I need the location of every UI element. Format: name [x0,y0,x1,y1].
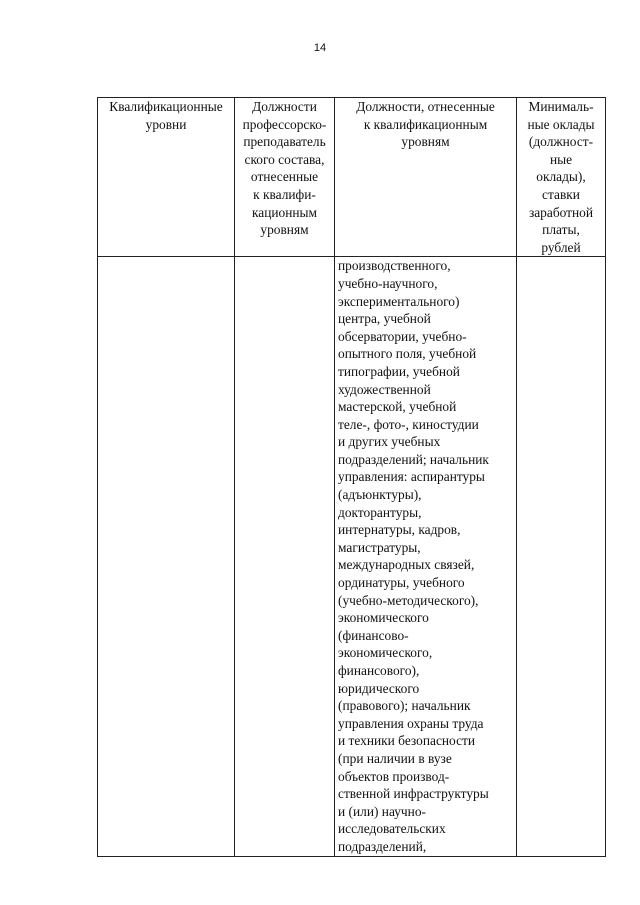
page-number: 14 [313,42,327,54]
qualification-table [97,97,606,857]
cell-minimum-salary [517,257,606,856]
header-faculty-positions: Должности профессорско- преподаватель ского состава, отнесенные к квалифи- кационным уровням [235,98,335,257]
header-positions: Должности, отнесенные к квалификационным уровням [335,98,517,257]
table-row [98,257,606,856]
header-qualification-levels: Квалификационные уровни [98,98,235,257]
table-header-row [98,98,606,257]
cell-qualification-level [98,257,235,856]
cell-faculty-positions [235,257,335,856]
cell-positions: производственного, учебно-научного, экспериментального) центра, учебной обсерватории, учебно- опытного поля, учебной типографии, учебной художественной мастерской, учебной теле-, фото-, киностудии и других учебных подразделений; начальник управления: аспирантуры (адъюнктуры), докторантуры, интернатуры, кадров, магистратуры, международных связей, ординатуры, учебного (учебно-методического), экономического (финансово- экономического, финансового), юридического (правового); начальник управления охраны труда и техники безопасности (при наличии в вузе объектов производ- ственной инфраструктуры и (или) научно- исследовательских подразделений, [335,257,517,856]
header-minimum-salaries: Минималь- ные оклады (должност- ные оклады), ставки заработной платы, рублей [517,98,606,257]
